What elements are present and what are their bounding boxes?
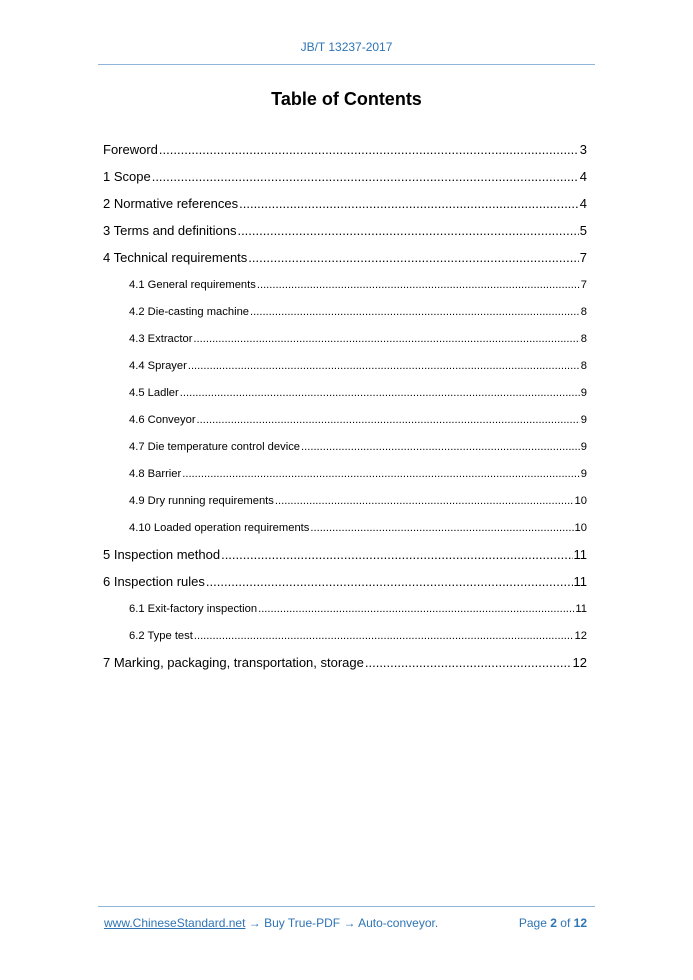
toc-entry-page: 9 (580, 387, 587, 399)
toc-entry[interactable] (103, 518, 587, 545)
dot-leader (197, 410, 580, 430)
toc-entry-title: 4.9 Dry running requirements (129, 495, 274, 507)
toc-entry[interactable] (103, 464, 587, 491)
dot-leader (182, 464, 580, 484)
page-total: 12 (573, 916, 587, 930)
toc-entry-title: 6 Inspection rules (103, 574, 205, 589)
toc-entry-title: Foreword (103, 142, 158, 157)
toc-entry-title: 3 Terms and definitions (103, 223, 237, 238)
dot-leader (194, 626, 574, 646)
toc-entry[interactable] (103, 140, 587, 167)
toc-entry-title: 4.8 Barrier (129, 468, 182, 480)
dot-leader (180, 383, 580, 403)
toc-entry-page: 11 (573, 574, 587, 589)
toc-entry-title: 4.10 Loaded operation requirements (129, 522, 310, 534)
toc-entry-page: 4 (579, 196, 587, 211)
toc-entry-title: 4.1 General requirements (129, 279, 256, 291)
toc-entry[interactable] (103, 410, 587, 437)
toc-entry-title: 4.3 Extractor (129, 333, 193, 345)
footer-left (104, 916, 438, 930)
toc-entry-title: 6.1 Exit-factory inspection (129, 603, 258, 615)
dot-leader (206, 572, 573, 592)
toc-entry-page: 9 (580, 468, 587, 480)
footer-rule (98, 906, 595, 907)
toc-entry-title: 4.4 Sprayer (129, 360, 187, 372)
toc-entry-title: 4.6 Conveyor (129, 414, 196, 426)
toc-entry[interactable] (103, 356, 587, 383)
toc-entry-title: 4.2 Die-casting machine (129, 306, 250, 318)
dot-leader (152, 167, 579, 187)
toc-entry-page: 10 (574, 495, 587, 507)
toc-entry-page: 8 (580, 360, 587, 372)
header-rule (98, 64, 595, 65)
toc-entry[interactable] (103, 383, 587, 410)
dot-leader (365, 653, 572, 673)
dot-leader (221, 545, 572, 565)
page-title: Table of Contents (271, 89, 422, 109)
dot-leader (275, 491, 574, 511)
toc-entry-page: 5 (579, 223, 587, 238)
dot-leader (257, 275, 580, 295)
dot-leader (159, 140, 579, 160)
toc-entry[interactable] (103, 248, 587, 275)
toc-entry[interactable] (103, 545, 587, 572)
toc-entry[interactable] (103, 599, 587, 626)
table-of-contents (103, 140, 587, 680)
toc-entry-title: 5 Inspection method (103, 547, 221, 562)
dot-leader (188, 356, 580, 376)
dot-leader (237, 221, 578, 241)
page-current: 2 (550, 916, 557, 930)
dot-leader (258, 599, 574, 619)
toc-entry[interactable] (103, 194, 587, 221)
toc-entry[interactable] (103, 302, 587, 329)
dot-leader (301, 437, 580, 457)
toc-entry-page: 3 (579, 142, 587, 157)
toc-entry-page: 11 (573, 547, 587, 562)
toc-entry-page: 12 (574, 630, 587, 642)
toc-entry-page: 9 (580, 441, 587, 453)
toc-entry-page: 10 (574, 522, 587, 534)
toc-entry[interactable] (103, 626, 587, 653)
page-indicator (519, 916, 587, 930)
toc-entry-page: 8 (580, 333, 587, 345)
toc-entry[interactable] (103, 437, 587, 464)
toc-entry[interactable] (103, 275, 587, 302)
toc-entry[interactable] (103, 167, 587, 194)
toc-entry[interactable] (103, 653, 587, 680)
page-word: Page (518, 916, 547, 930)
toc-entry-page: 8 (580, 306, 587, 318)
dot-leader (310, 518, 573, 538)
toc-entry-title: 4.7 Die temperature control device (129, 441, 301, 453)
toc-entry-page: 9 (580, 414, 587, 426)
toc-entry-page: 12 (572, 655, 587, 670)
page-footer (104, 916, 587, 930)
toc-entry[interactable] (103, 491, 587, 518)
toc-entry-page: 7 (580, 279, 587, 291)
toc-entry[interactable] (103, 221, 587, 248)
toc-entry-page: 7 (579, 250, 587, 265)
toc-entry-title: 1 Scope (103, 169, 151, 184)
toc-entry-page: 11 (575, 603, 587, 615)
toc-entry-title: 2 Normative references (103, 196, 239, 211)
toc-entry-page: 4 (579, 169, 587, 184)
toc-entry[interactable] (103, 572, 587, 599)
toc-entry-title: 7 Marking, packaging, transportation, storage (103, 655, 364, 670)
of-word: of (560, 916, 571, 930)
toc-entry-title: 6.2 Type test (129, 630, 193, 642)
dot-leader (193, 329, 579, 349)
toc-entry[interactable] (103, 329, 587, 356)
footer-promo-text: → Buy True-PDF → Auto-conveyor. (245, 916, 439, 930)
toc-entry-title: 4.5 Ladler (129, 387, 179, 399)
dot-leader (250, 302, 580, 322)
running-header: JB/T 13237-2017 (300, 40, 393, 54)
dot-leader (248, 248, 578, 268)
dot-leader (239, 194, 579, 214)
website-link[interactable]: www.ChineseStandard.net (104, 916, 246, 930)
toc-entry-title: 4 Technical requirements (103, 250, 248, 265)
